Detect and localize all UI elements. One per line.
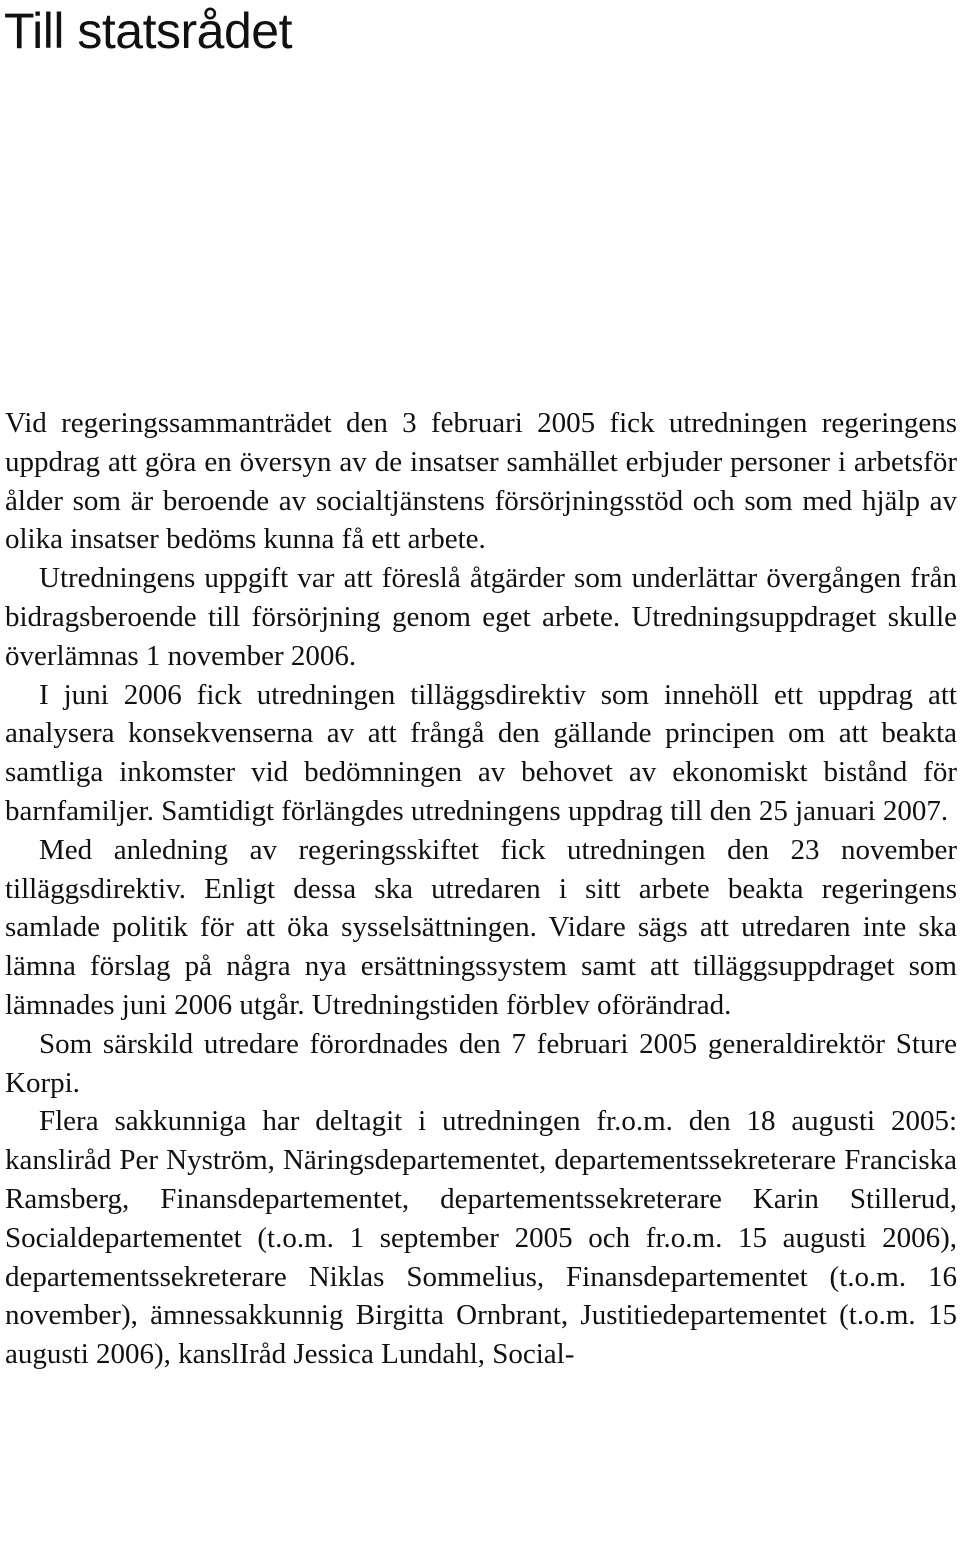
page-title: Till statsrådet (4, 3, 292, 59)
paragraph-additional-directive-november: Med anledning av regeringsskiftet fick utredningen den 23 november tilläggsdirektiv. Enligt dessa ska utredaren i sitt arbete beakta regeringens samlade politik för att öka sysselsättningen. Vidare sägs att utredaren inte ska lämna förslag på några nya ersättningssystem samt att tilläggsuppdraget som lämnades juni 2006 utgår. Utredningstiden förblev oförändrad. (5, 833, 957, 1021)
document-body (5, 404, 957, 1374)
paragraph-additional-directive-june: I juni 2006 fick utredningen tilläggsdirektiv som innehöll ett uppdrag att analysera konsekvenserna av att frångå den gällande principen om att beakta samtliga inkomster vid bedömningen av behovet av ekonomiskt bistånd för barnfamiljer. Samtidigt förlängdes utredningens uppdrag till den 25 januari 2007. (5, 678, 957, 827)
paragraph-assignment: Vid regeringssammanträdet den 3 februari 2005 fick utredningen regeringens uppdrag att göra en översyn av de insatser samhället erbjuder personer i arbetsför ålder som är beroende av socialtjänstens försörjningsstöd och som med hjälp av olika insatser bedöms kunna få ett arbete. (5, 407, 957, 556)
paragraph-special-investigator: Som särskild utredare förordnades den 7 februari 2005 generaldirektör Sture Korpi. (5, 1027, 957, 1099)
paragraph-task: Utredningens uppgift var att föreslå åtgärder som underlättar övergången från bidragsberoende till försörjning genom eget arbete. Utredningsuppdraget skulle överlämnas 1 november 2006. (5, 562, 957, 672)
paragraph-experts: Flera sakkunniga har deltagit i utredningen fr.o.m. den 18 augusti 2005: kansliråd Per Nyström, Näringsdepartementet, departementssekreterare Franciska Ramsberg, Finansdepartementet, departementssekreterare Karin Stillerud, Socialdepartementet (t.o.m. 1 september 2005 och fr.o.m. 15 augusti 2006), departementssekreterare Niklas Sommelius, Finansdepartementet (t.o.m. 16 november), ämnessakkunnig Birgitta Ornbrant, Justitiedepartementet (t.o.m. 15 augusti 2006), kanslIråd Jessica Lundahl, Social- (5, 1105, 957, 1371)
